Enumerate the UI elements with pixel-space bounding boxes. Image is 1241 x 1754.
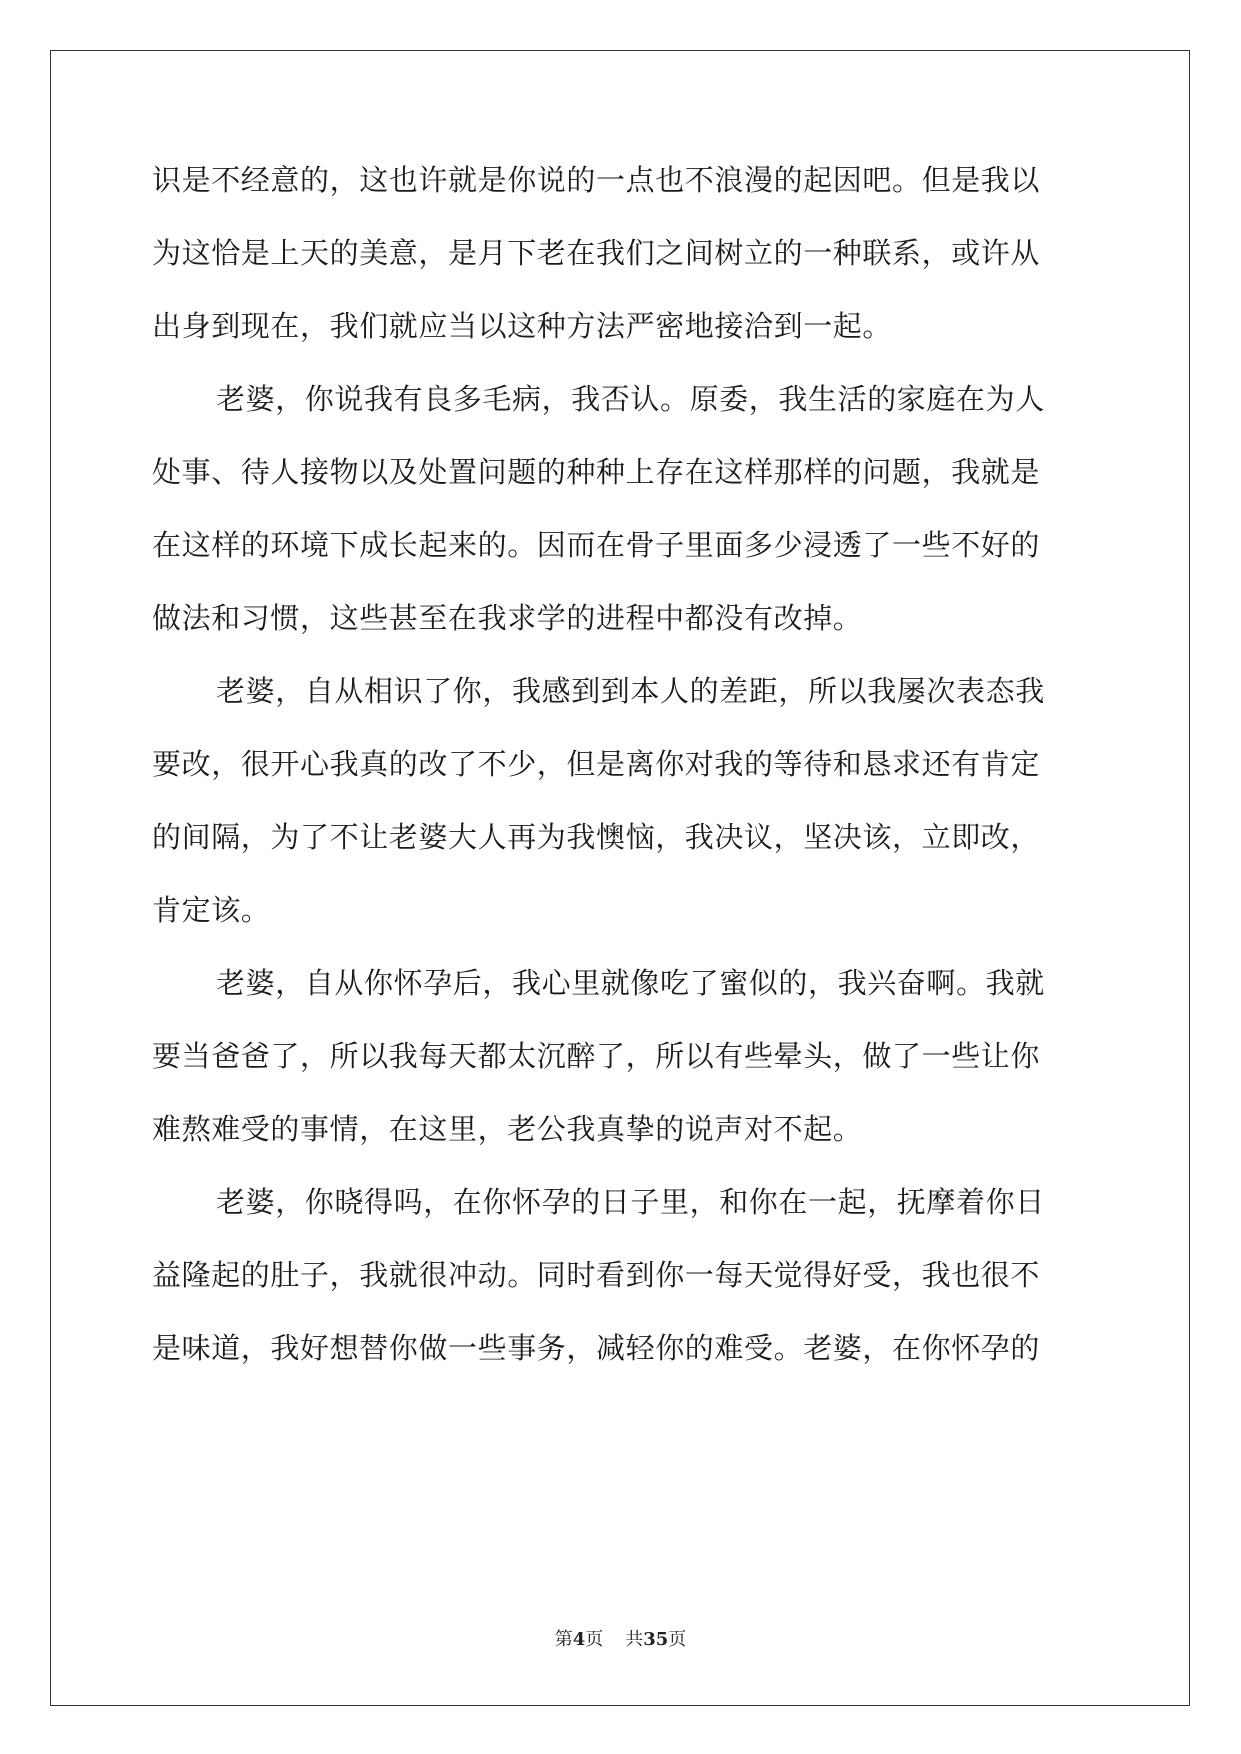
text-line: 是味道，我好想替你做一些事务，减轻你的难受。老婆，在你怀孕的 bbox=[152, 1331, 1041, 1365]
page-number-prefix: 第 bbox=[554, 1629, 573, 1650]
page-border bbox=[50, 50, 1190, 1706]
text-line: 益隆起的肚子，我就很冲动。同时看到你一每天觉得好受，我也很不 bbox=[152, 1258, 1041, 1292]
total-pages-suffix: 页 bbox=[668, 1629, 687, 1650]
total-pages-number: 35 bbox=[643, 1629, 669, 1650]
page-number-suffix: 页 bbox=[585, 1629, 604, 1650]
current-page-number: 4 bbox=[572, 1629, 586, 1650]
text-line: 的间隔，为了不让老婆大人再为我懊恼，我决议，坚决该，立即改， bbox=[152, 820, 1041, 854]
text-line: 要当爸爸了，所以我每天都太沉醉了，所以有些晕头，做了一些让你 bbox=[152, 1039, 1041, 1073]
total-pages-prefix: 共 bbox=[625, 1629, 644, 1650]
text-line: 要改，很开心我真的改了不少，但是离你对我的等待和恳求还有肯定 bbox=[152, 747, 1041, 781]
paragraph-start-line: 老婆，你说我有良多毛病，我否认。原委，我生活的家庭在为人 bbox=[216, 382, 1045, 416]
text-line: 难熬难受的事情，在这里，老公我真挚的说声对不起。 bbox=[152, 1112, 863, 1146]
text-line: 肯定该。 bbox=[152, 893, 271, 927]
text-line: 处事、待人接物以及处置问题的种种上存在这样那样的问题，我就是 bbox=[152, 455, 1041, 489]
text-line: 识是不经意的，这也许就是你说的一点也不浪漫的起因吧。但是我以 bbox=[152, 163, 1041, 197]
paragraph-start-line: 老婆，你晓得吗，在你怀孕的日子里，和你在一起，抚摩着你日 bbox=[216, 1185, 1045, 1219]
page-footer bbox=[0, 1625, 1241, 1651]
text-line: 做法和习惯，这些甚至在我求学的进程中都没有改掉。 bbox=[152, 601, 863, 635]
text-line: 在这样的环境下成长起来的。因而在骨子里面多少浸透了一些不好的 bbox=[152, 528, 1041, 562]
paragraph-start-line: 老婆，自从相识了你，我感到到本人的差距，所以我屡次表态我 bbox=[216, 674, 1045, 708]
text-line: 出身到现在，我们就应当以这种方法严密地接洽到一起。 bbox=[152, 309, 893, 343]
text-line: 为这恰是上天的美意，是月下老在我们之间树立的一种联系，或许从 bbox=[152, 236, 1041, 270]
paragraph-start-line: 老婆，自从你怀孕后，我心里就像吃了蜜似的，我兴奋啊。我就 bbox=[216, 966, 1045, 1000]
